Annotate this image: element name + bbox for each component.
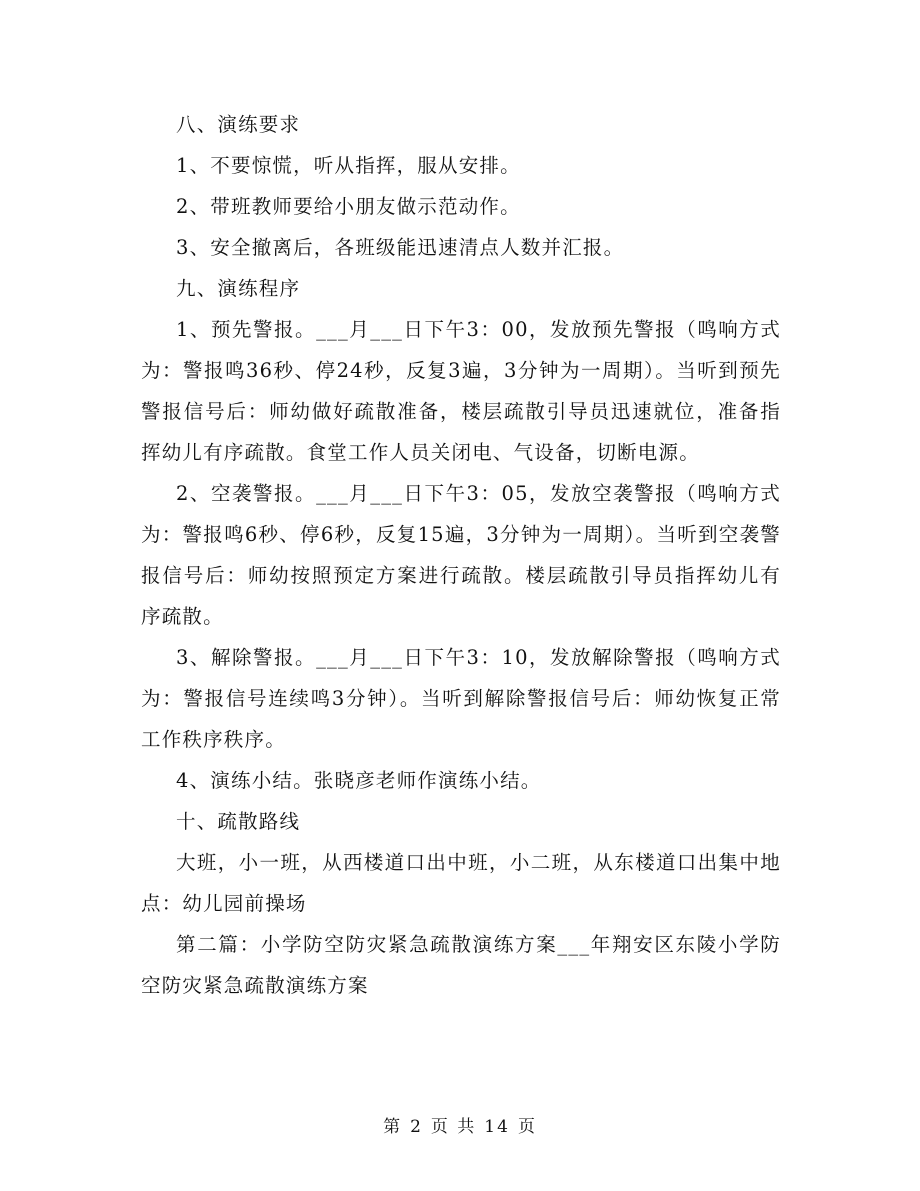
document-body: [141, 104, 781, 1006]
footer-prefix: 第: [383, 1117, 403, 1137]
paragraph: 3、解除警报。___月___日下午3：10，发放解除警报（鸣响方式为：警报信号连续鸣3分钟）。当听到解除警报信号后：师幼恢复正常工作秩序秩序。: [141, 646, 781, 751]
page-number: 2: [410, 1117, 423, 1137]
section-heading-requirements: 八、演练要求: [176, 113, 301, 136]
paragraph: 3、安全撤离后，各班级能迅速清点人数并汇报。: [176, 236, 625, 259]
paragraph: 大班，小一班，从西楼道口出中班，小二班，从东楼道口出集中地点：幼儿园前操场: [141, 851, 781, 915]
footer-middle: 页 共: [430, 1117, 477, 1137]
footer-suffix: 页: [517, 1117, 537, 1137]
section-heading-route: 十、疏散路线: [176, 810, 301, 833]
section-heading-procedure: 九、演练程序: [176, 277, 301, 300]
paragraph: 1、不要惊慌，听从指挥，服从安排。: [176, 154, 521, 177]
paragraph: 1、预先警报。___月___日下午3：00，发放预先警报（鸣响方式为：警报鸣36秒、停24秒，反复3遍，3分钟为一周期）。当听到预先警报信号后：师幼做好疏散准备，楼层疏散引导员迅速就位，准备指挥幼儿有序疏散。食堂工作人员关闭电、气设备，切断电源。: [141, 318, 781, 464]
page-footer: [0, 1112, 920, 1137]
paragraph: 4、演练小结。张晓彦老师作演练小结。: [176, 769, 542, 792]
page-total: 14: [484, 1117, 510, 1137]
paragraph: 第二篇：小学防空防灾紧急疏散演练方案___年翔安区东陵小学防空防灾紧急疏散演练方案: [141, 933, 781, 997]
paragraph: 2、带班教师要给小朋友做示范动作。: [176, 195, 521, 218]
paragraph: 2、空袭警报。___月___日下午3：05，发放空袭警报（鸣响方式为：警报鸣6秒、停6秒，反复15遍，3分钟为一周期）。当听到空袭警报信号后：师幼按照预定方案进行疏散。楼层疏散引导员指挥幼儿有序疏散。: [141, 482, 781, 628]
